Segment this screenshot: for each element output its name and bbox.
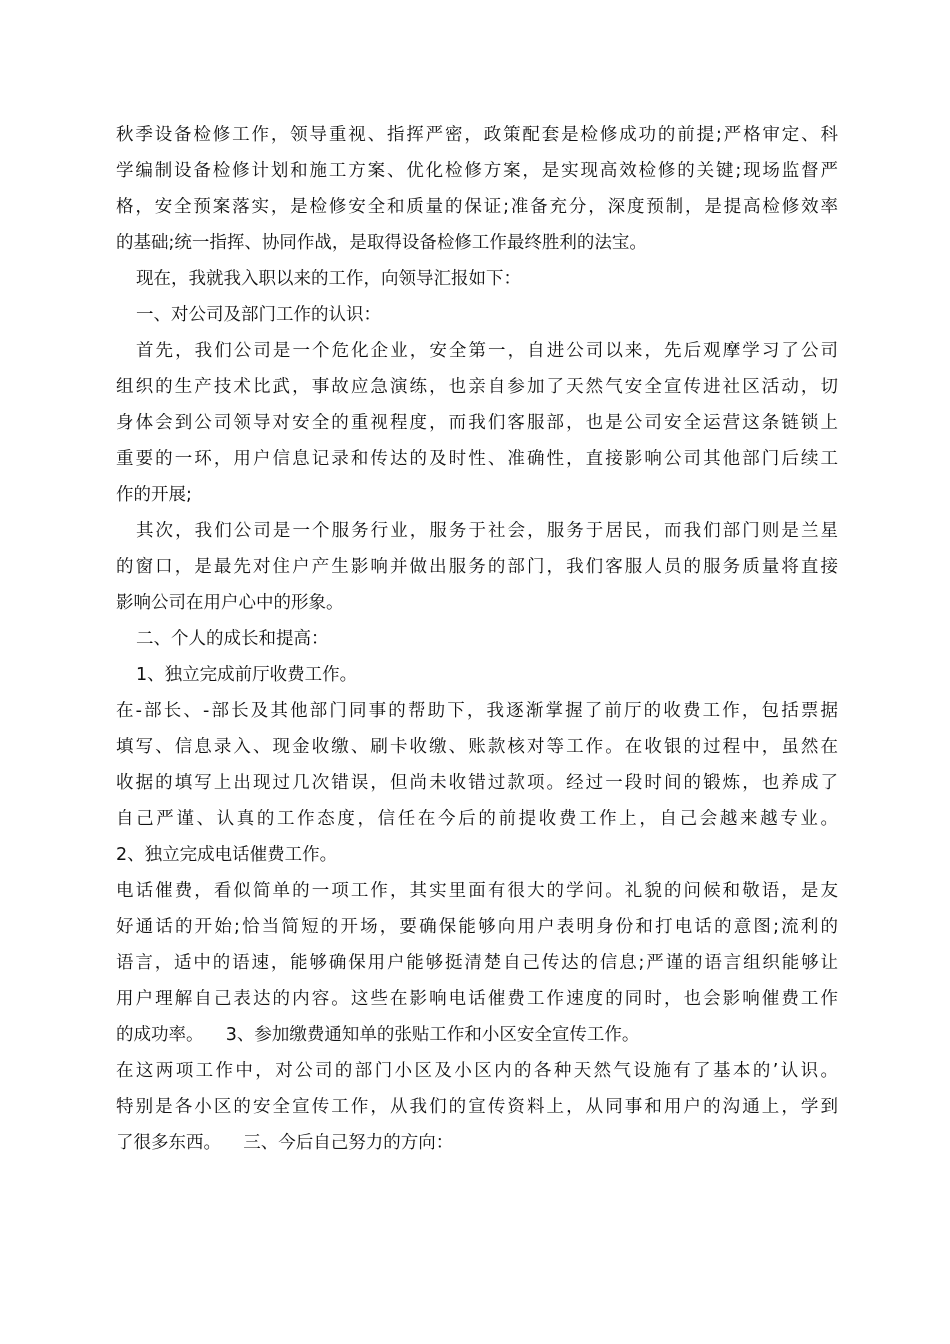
text-line: 在这两项工作中，对公司的部门小区及小区内的各种天然气设施有了基本的’认识。 xyxy=(116,1061,838,1081)
text-line: 了很多东西。 三、今后自己努力的方向： xyxy=(116,1133,454,1153)
section-heading: 一、对公司及部门工作的认识： xyxy=(136,305,381,325)
text-line: 重要的一环，用户信息记录和传达的及时性、准确性，直接影响公司其他部门后续工 xyxy=(116,449,838,469)
text-line: 的成功率。 3、参加缴费通知单的张贴工作和小区安全宣传工作。 xyxy=(116,1025,640,1045)
document-body xyxy=(116,117,838,1161)
text-line: 首先，我们公司是一个危化企业，安全第一，自进公司以来，先后观摩学习了公司 xyxy=(136,341,838,361)
text-line: 收据的填写上出现过几次错误，但尚未收错过款项。经过一段时间的锻炼，也养成了 xyxy=(116,773,838,793)
text-line: 其次，我们公司是一个服务行业，服务于社会，服务于居民，而我们部门则是兰星 xyxy=(136,521,838,541)
subsection-heading: 2、独立完成电话催费工作。 xyxy=(116,845,338,865)
text-line: 特别是各小区的安全宣传工作，从我们的宣传资料上，从同事和用户的沟通上，学到 xyxy=(116,1097,838,1117)
text-line: 用户理解自己表达的内容。这些在影响电话催费工作速度的同时，也会影响催费工作 xyxy=(116,989,838,1009)
text-line: 语言，适中的语速，能够确保用户能够挺清楚自己传达的信息;严谨的语言组织能够让 xyxy=(116,953,838,973)
section-heading: 二、个人的成长和提高： xyxy=(136,629,329,649)
text-line: 的窗口，是最先对住户产生影响并做出服务的部门，我们客服人员的服务质量将直接 xyxy=(116,557,838,577)
subsection-heading: 1、独立完成前厅收费工作。 xyxy=(136,665,358,685)
text-line: 学编制设备检修计划和施工方案、优化检修方案，是实现高效检修的关键;现场监督严 xyxy=(116,161,838,181)
text-line: 身体会到公司领导对安全的重视程度，而我们客服部，也是公司安全运营这条链锁上 xyxy=(116,413,838,433)
text-line: 影响公司在用户心中的形象。 xyxy=(116,593,344,613)
text-line: 电话催费，看似简单的一项工作，其实里面有很大的学问。礼貌的问候和敬语，是友 xyxy=(116,881,838,901)
text-line: 填写、信息录入、现金收缴、刷卡收缴、账款核对等工作。在收银的过程中，虽然在 xyxy=(116,737,838,757)
text-line: 作的开展; xyxy=(116,485,192,505)
text-line: 格，安全预案落实，是检修安全和质量的保证;准备充分，深度预制，是提高检修效率 xyxy=(116,197,838,217)
text-line: 的基础;统一指挥、协同作战，是取得设备检修工作最终胜利的法宝。 xyxy=(116,233,647,253)
text-line: 秋季设备检修工作，领导重视、指挥严密，政策配套是检修成功的前提;严格审定、科 xyxy=(116,125,838,145)
text-line: 好通话的开始;恰当简短的开场，要确保能够向用户表明身份和打电话的意图;流利的 xyxy=(116,917,838,937)
text-line: 自己严谨、认真的工作态度，信任在今后的前提收费工作上，自己会越来越专业。 xyxy=(116,809,838,829)
text-line: 在-部长、-部长及其他部门同事的帮助下，我逐渐掌握了前厅的收费工作，包括票据 xyxy=(116,701,838,721)
text-line: 组织的生产技术比武，事故应急演练，也亲自参加了天然气安全宣传进社区活动，切 xyxy=(116,377,838,397)
text-line: 现在，我就我入职以来的工作，向领导汇报如下： xyxy=(136,269,521,289)
